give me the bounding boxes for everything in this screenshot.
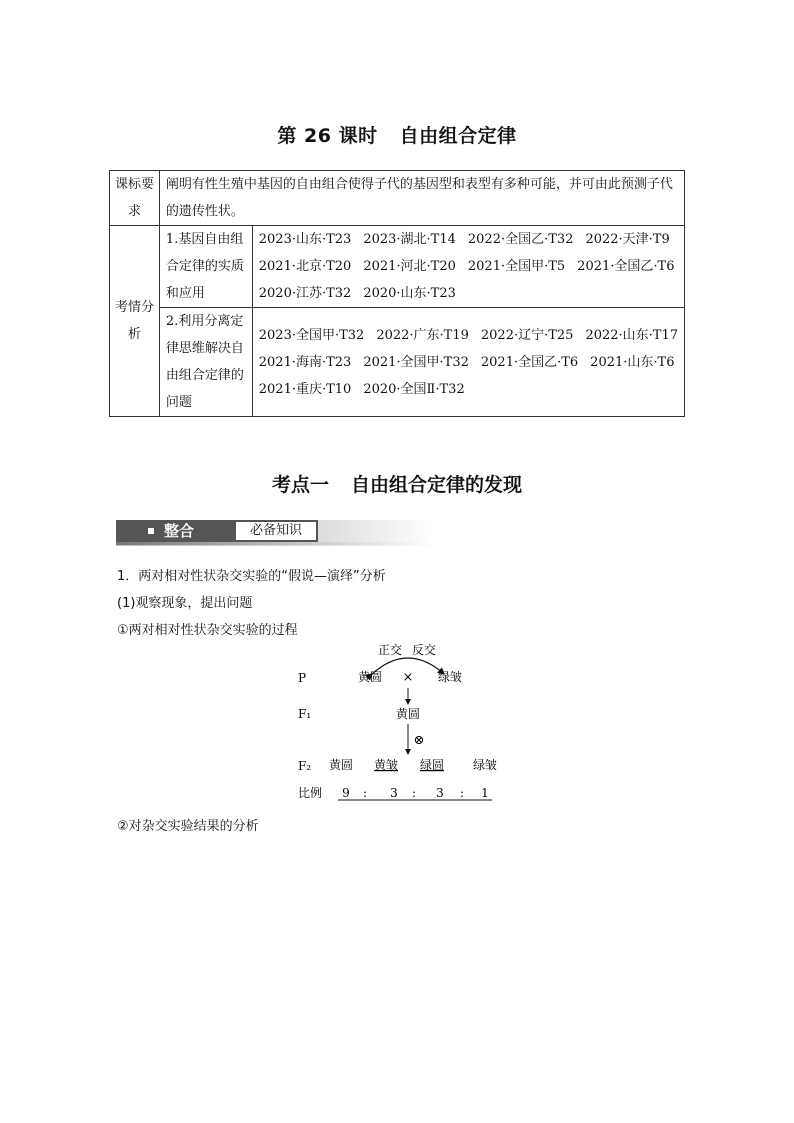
- step-2-text: ②对杂交实验结果的分析: [117, 819, 259, 834]
- ref-line: [259, 280, 678, 307]
- lesson-number: 第 26 课时: [277, 125, 378, 147]
- ref-item: 2021·北京·T20: [258, 259, 352, 274]
- cross-symbol: ×: [402, 670, 414, 685]
- curriculum-header: 课标要求: [110, 171, 160, 226]
- ratio-separator: :: [459, 786, 465, 800]
- f2-phenotype: 绿皱: [472, 758, 498, 772]
- f1-label: F₁: [298, 707, 312, 721]
- section-name: 自由组合定律的发现: [351, 474, 523, 496]
- ref-item: 2021·全国甲·T32: [363, 354, 469, 370]
- item-1-sub: (1)观察现象，提出问题: [117, 596, 253, 611]
- banner-dark-tab: [116, 520, 234, 542]
- banner-dark-label: 整合: [164, 522, 195, 540]
- ref-line: [259, 253, 678, 280]
- lesson-title: [0, 121, 794, 148]
- ref-item: 2021·重庆·T10: [258, 381, 352, 397]
- banner-underline: [116, 542, 436, 545]
- forward-cross-label: 正交: [377, 643, 403, 657]
- ref-item: 2022·广东·T19: [376, 327, 469, 343]
- ref-item: 2021·全国甲·T5: [467, 259, 566, 274]
- cross-diagram: [290, 638, 510, 808]
- lesson-name: 自由组合定律: [399, 125, 517, 147]
- ratio-value: 3: [390, 786, 398, 800]
- ref-item: 2021·全国乙·T6: [577, 259, 675, 274]
- f2-label: F₂: [298, 759, 312, 773]
- section-number: 考点一: [271, 474, 329, 496]
- exam-refs-2: [252, 308, 684, 417]
- ratio-value: 9: [342, 786, 350, 800]
- ratio-value: 3: [436, 786, 444, 800]
- exam-header: 考情分析: [110, 226, 160, 417]
- banner-light-tab: 必备知识: [234, 520, 318, 542]
- ref-line: [259, 226, 678, 253]
- ref-item: 2020·全国Ⅱ·T32: [363, 381, 465, 397]
- ref-item: 2021·河北·T20: [363, 259, 456, 274]
- ref-item: 2023·全国甲·T32: [258, 327, 365, 343]
- f2-phenotype: 黄圆: [328, 758, 354, 772]
- parent-2: 绿皱: [437, 670, 463, 684]
- exam-refs-1: [252, 226, 684, 308]
- parent-1: 黄圆: [357, 670, 383, 684]
- ref-item: 2022·山东·T17: [585, 327, 678, 343]
- ref-line: [259, 322, 678, 349]
- integration-banner: [116, 520, 436, 546]
- curriculum-table: [109, 170, 685, 417]
- curriculum-row: [110, 171, 685, 226]
- reverse-cross-label: 反交: [411, 643, 437, 657]
- ref-item: 2022·全国乙·T32: [467, 232, 574, 247]
- exam-topic-2: 2.利用分离定律思维解决自由组合定律的问题: [159, 308, 252, 417]
- ref-item: 2021·海南·T23: [258, 354, 352, 370]
- f1-offspring: 黄圆: [395, 707, 421, 721]
- square-bullet-icon: [148, 528, 154, 534]
- ref-item: 2022·辽宁·T25: [480, 327, 574, 343]
- ratio-label: 比例: [298, 786, 323, 800]
- ref-item: 2021·山东·T6: [590, 354, 675, 370]
- ref-item: 2020·山东·T23: [363, 286, 456, 301]
- curriculum-text: 阐明有性生殖中基因的自由组合使得子代的基因型和表型有多种可能，并可由此预测子代的遗传性状。: [159, 171, 684, 226]
- exam-row-2: [110, 308, 685, 417]
- ref-item: 2023·湖北·T14: [363, 232, 456, 247]
- ratio-value: 1: [481, 786, 489, 800]
- ref-line: [259, 376, 678, 403]
- f2-phenotype: 绿圆: [419, 758, 445, 772]
- ref-item: 2020·江苏·T32: [258, 286, 352, 301]
- p-label: P: [298, 671, 307, 685]
- ratio-separator: :: [362, 786, 368, 800]
- ref-item: 2023·山东·T23: [258, 232, 352, 247]
- step-1-text: ①两对相对性状杂交实验的过程: [117, 623, 298, 638]
- f2-phenotype: 黄皱: [373, 758, 399, 772]
- exam-topic-1: 1.基因自由组合定律的实质和应用: [159, 226, 252, 308]
- exam-row-1: [110, 226, 685, 308]
- item-1-heading: 1．两对相对性状杂交实验的“假说—演绎”分析: [117, 569, 386, 584]
- self-cross-symbol: ⊗: [413, 733, 425, 748]
- section-title: [0, 470, 794, 497]
- ratio-separator: :: [411, 786, 417, 800]
- ref-line: [259, 349, 678, 376]
- ref-item: 2022·天津·T9: [585, 232, 670, 247]
- ref-item: 2021·全国乙·T6: [480, 354, 579, 370]
